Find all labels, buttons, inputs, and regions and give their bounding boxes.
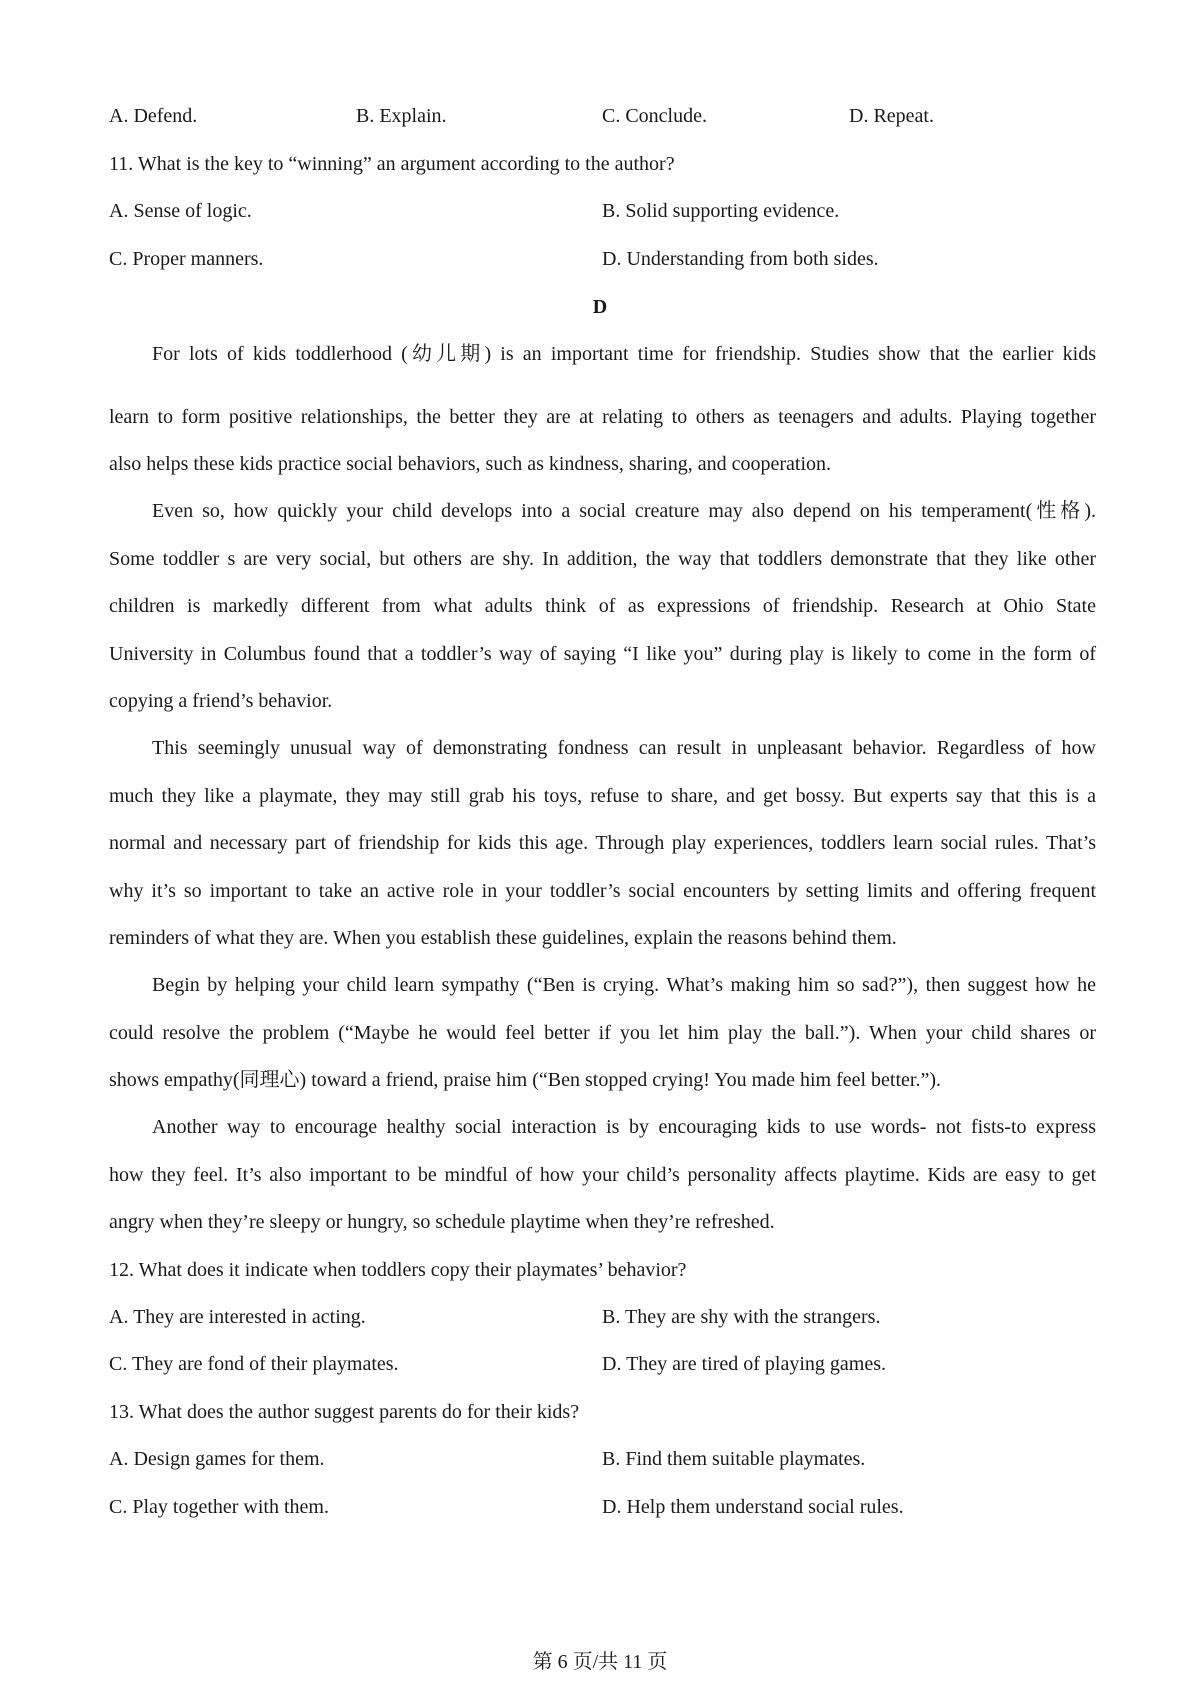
passage-line: copying a friend’s behavior. (109, 690, 333, 712)
passage-line: For lots of kids toddlerhood (幼儿期) is an important time for friendship. Studies show that the earlier kids (152, 343, 1096, 365)
passage-line: could resolve the problem (“Maybe he would feel better if you let him play the ball.”). When your child shares or (109, 1022, 1096, 1044)
passage-line: University in Columbus found that a toddler’s way of saying “I like you” during play is likely to come in the form of (109, 643, 1096, 665)
q12-option-c: C. They are fond of their playmates. (109, 1353, 399, 1375)
passage-line: why it’s so important to take an active role in your toddler’s social encounters by setting limits and offering frequent (109, 880, 1096, 902)
q11-option-a: A. Sense of logic. (109, 200, 252, 222)
q12-option-d: D. They are tired of playing games. (602, 1353, 886, 1375)
q13-option-b: B. Find them suitable playmates. (602, 1448, 866, 1470)
passage-line: much they like a playmate, they may still grab his toys, refuse to share, and get bossy. But experts say that this is a (109, 785, 1096, 807)
q12-question: 12. What does it indicate when toddlers copy their playmates’ behavior? (109, 1259, 687, 1281)
passage-line: learn to form positive relationships, the better they are at relating to others as teenagers and adults. Playing together (109, 406, 1096, 428)
q10-option-a: A. Defend. (109, 105, 198, 127)
q12-option-a: A. They are interested in acting. (109, 1306, 366, 1328)
q11-question: 11. What is the key to “winning” an argument according to the author? (109, 153, 675, 175)
passage-line: Some toddler s are very social, but others are shy. In addition, the way that toddlers demonstrate that they like other (109, 548, 1096, 570)
passage-line: This seemingly unusual way of demonstrating fondness can result in unpleasant behavior. Regardless of how (152, 737, 1096, 759)
q11-option-b: B. Solid supporting evidence. (602, 200, 840, 222)
passage-line: also helps these kids practice social behaviors, such as kindness, sharing, and cooperation. (109, 453, 832, 475)
q11-option-c: C. Proper manners. (109, 248, 264, 270)
q12-option-b: B. They are shy with the strangers. (602, 1306, 881, 1328)
q11-option-d: D. Understanding from both sides. (602, 248, 879, 270)
passage-line: Another way to encourage healthy social interaction is by encouraging kids to use words- not fists-to express (152, 1116, 1096, 1138)
q10-option-c: C. Conclude. (602, 105, 707, 127)
page-number: 第 6 页/共 11 页 (532, 1651, 668, 1673)
q13-option-d: D. Help them understand social rules. (602, 1496, 904, 1518)
q13-option-c: C. Play together with them. (109, 1496, 329, 1518)
passage-line: angry when they’re sleepy or hungry, so schedule playtime when they’re refreshed. (109, 1211, 775, 1233)
q13-question: 13. What does the author suggest parents do for their kids? (109, 1401, 580, 1423)
passage-line: how they feel. It’s also important to be mindful of how your child’s personality affects playtime. Kids are easy to get (109, 1164, 1096, 1186)
q13-option-a: A. Design games for them. (109, 1448, 325, 1470)
q10-option-d: D. Repeat. (849, 105, 934, 127)
section-heading: D (592, 296, 608, 318)
passage-line: reminders of what they are. When you establish these guidelines, explain the reasons behind them. (109, 927, 897, 949)
passage-line: Even so, how quickly your child develops into a social creature may also depend on his temperament(性格). (152, 500, 1096, 522)
passage-line: Begin by helping your child learn sympathy (“Ben is crying. What’s making him so sad?”), then suggest how he (152, 974, 1096, 996)
q10-option-b: B. Explain. (356, 105, 447, 127)
passage-line: shows empathy(同理心) toward a friend, praise him (“Ben stopped crying! You made him feel better.”). (109, 1069, 942, 1091)
passage-line: children is markedly different from what adults think of as expressions of friendship. Research at Ohio State (109, 595, 1096, 617)
passage-line: normal and necessary part of friendship for kids this age. Through play experiences, toddlers learn social rules. That’s (109, 832, 1096, 854)
